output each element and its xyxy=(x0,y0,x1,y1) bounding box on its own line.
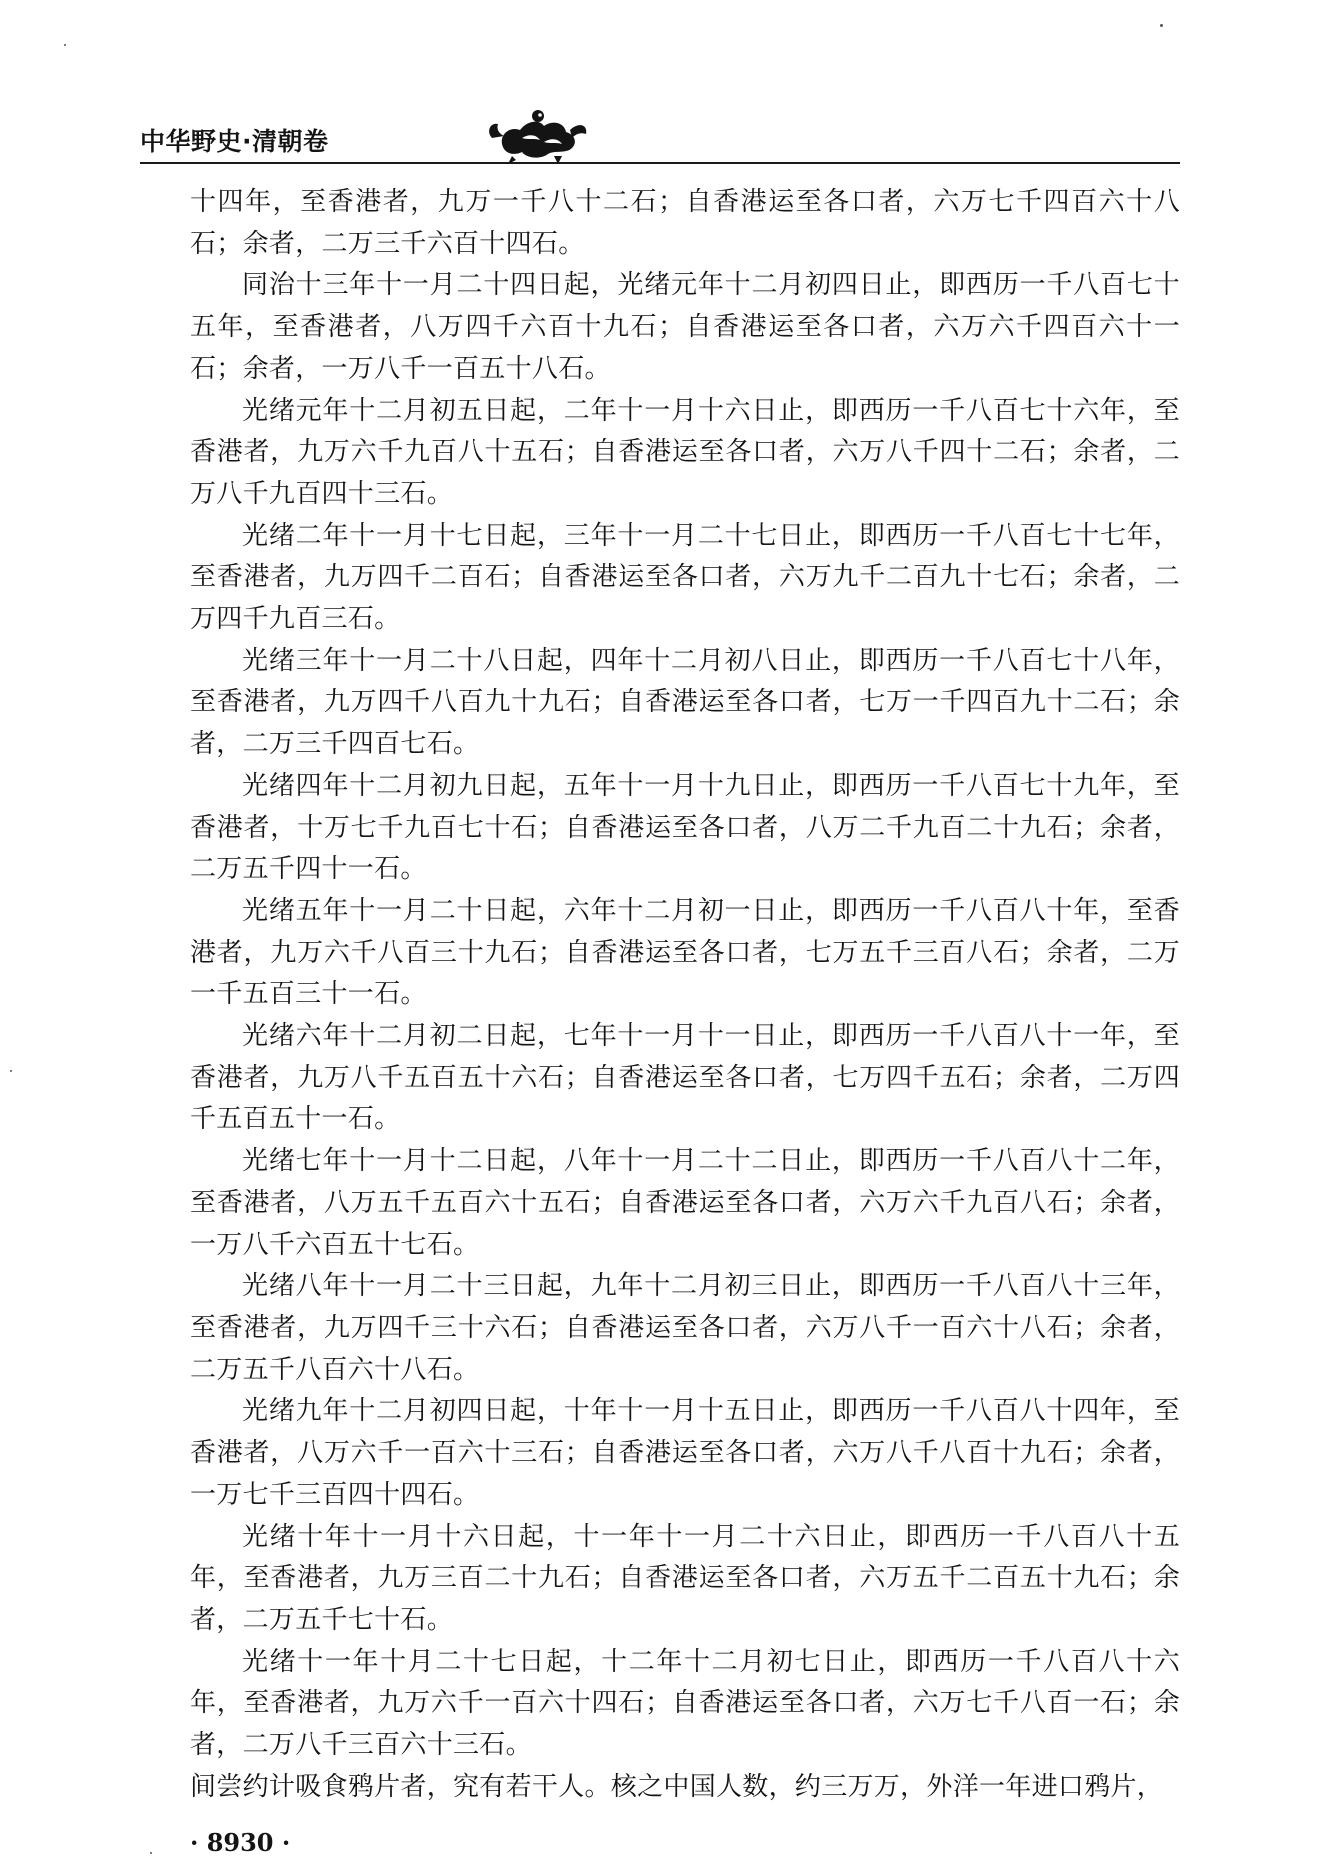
dragon-emblem-icon xyxy=(482,104,592,164)
scan-speck xyxy=(1160,24,1163,27)
paragraph: 光绪九年十二月初四日起，十年十一月十五日止，即西历一千八百八十四年，至香港者，八万六千一百六十三石；自香港运至各口者，六万八千八百十九石；余者，一万七千三百四十四石。 xyxy=(190,1396,1180,1510)
paragraph: 光绪五年十一月二十日起，六年十二月初一日止，即西历一千八百八十年，至香港者，九万六千八百三十九石；自香港运至各口者，七万五千三百八石；余者，二万一千五百三十一石。 xyxy=(190,895,1180,1010)
book-title: 中华野史·清朝卷 xyxy=(140,127,329,156)
paragraph: 十四年，至香港者，九万一千八十二石；自香港运至各口者，六万七千四百六十八石；余者，二万三千六百十四石。 xyxy=(190,187,1180,259)
scan-speck xyxy=(10,1070,12,1072)
paragraph: 光绪八年十一月二十三日起，九年十二月初三日止，即西历一千八百八十三年，至香港者，九万四千三十六石；自香港运至各口者，六万八千一百六十八石；余者，二万五千八百六十八石。 xyxy=(190,1271,1180,1385)
paragraph: 光绪七年十一月十二日起，八年十一月二十二日止，即西历一千八百八十二年，至香港者，八万五千五百六十五石；自香港运至各口者，六万六千九百八石；余者，一万八千六百五十七石。 xyxy=(190,1146,1180,1260)
scan-speck xyxy=(150,1852,152,1854)
paragraph: 光绪四年十二月初九日起，五年十一月十九日止，即西历一千八百七十九年，至香港者，十万七千九百七十石；自香港运至各口者，八万二千九百二十九石；余者，二万五千四十一石。 xyxy=(190,770,1180,885)
paragraph: 光绪六年十二月初二日起，七年十一月十一日止，即西历一千八百八十一年，至香港者，九万八千五百五十六石；自香港运至各口者，七万四千五石；余者，二万四千五百五十一石。 xyxy=(190,1021,1180,1135)
paragraph: 同治十三年十一月二十四日起，光绪元年十二月初四日止，即西历一千八百七十五年，至香港者，八万四千六百十九石；自香港运至各口者，六万六千四百六十一石；余者，一万八千一百五十八石。 xyxy=(190,270,1180,384)
paragraph: 光绪十一年十月二十七日起，十二年十二月初七日止，即西历一千八百八十六年，至香港者，九万六千一百六十四石；自香港运至各口者，六万七千八百一石；余者，二万八千三百六十三石。 xyxy=(190,1646,1180,1761)
header-divider xyxy=(140,162,1180,164)
main-text xyxy=(190,182,1180,1808)
scan-speck xyxy=(64,44,66,46)
paragraph: 光绪三年十一月二十八日起，四年十二月初八日止，即西历一千八百七十八年，至香港者，九万四千八百九十九石；自香港运至各口者，七万一千四百九十二石；余者，二万三千四百七石。 xyxy=(190,645,1180,760)
paragraph: 光绪元年十二月初五日起，二年十一月十六日止，即西历一千八百七十六年，至香港者，九万六千九百八十五石；自香港运至各口者，六万八千四十二石；余者，二万八千九百四十三石。 xyxy=(190,395,1180,509)
page-header xyxy=(140,118,1180,178)
paragraph: 间尝约计吸食鸦片者，究有若干人。核之中国人数，约三万万，外洋一年进口鸦片， xyxy=(190,1771,1164,1802)
page-number: · 8930 · xyxy=(190,1828,291,1857)
paragraph: 光绪二年十一月十七日起，三年十一月二十七日止，即西历一千八百七十七年，至香港者，九万四千二百石；自香港运至各口者，六万九千二百九十七石；余者，二万四千九百三石。 xyxy=(190,520,1180,635)
paragraph: 光绪十年十一月十六日起，十一年十一月二十六日止，即西历一千八百八十五年，至香港者，九万三百二十九石；自香港运至各口者，六万五千二百五十九石；余者，二万五千七十石。 xyxy=(190,1521,1180,1635)
